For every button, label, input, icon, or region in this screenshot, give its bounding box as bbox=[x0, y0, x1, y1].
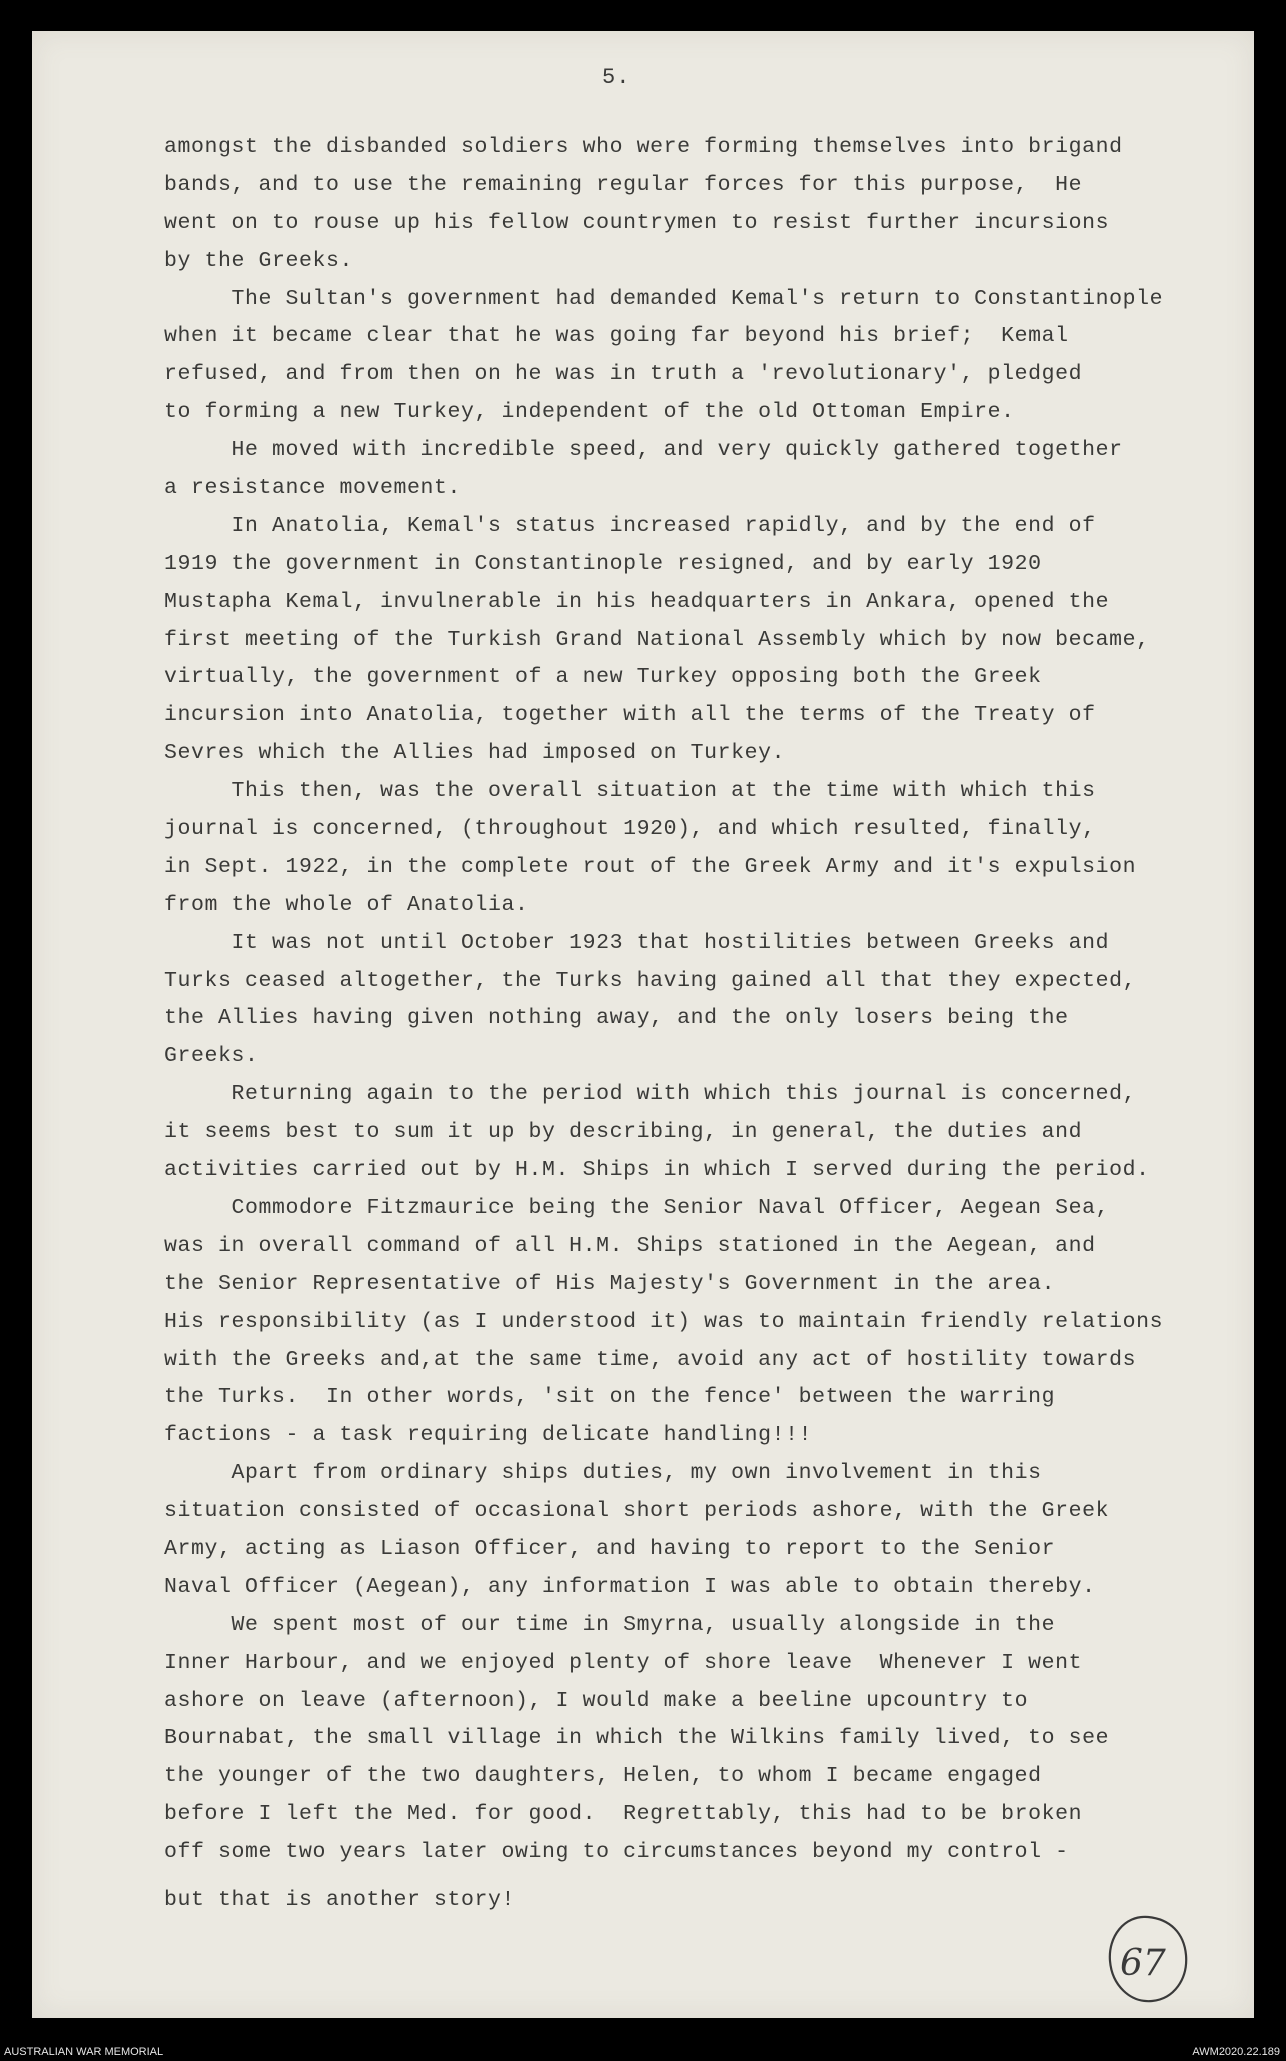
text-line: The Sultan's government had demanded Kemal's return to Constantinople bbox=[164, 286, 1164, 311]
text-line: activities carried out by H.M. Ships in which I served during the period. bbox=[164, 1158, 1150, 1183]
svg-text:67: 67 bbox=[1120, 1943, 1166, 1984]
text-line: the Turks. In other words, 'sit on the fence' between the warring bbox=[164, 1385, 1056, 1410]
page-number: 5. bbox=[602, 65, 631, 90]
handwritten-folio-number bbox=[1104, 1913, 1190, 2005]
text-line: but that is another story! bbox=[164, 1887, 516, 1912]
text-line: in Sept. 1922, in the complete rout of the Greek Army and it's expulsion bbox=[164, 854, 1137, 879]
text-line: We spent most of our time in Smyrna, usually alongside in the bbox=[164, 1612, 1056, 1637]
text-line: the Senior Representative of His Majesty's Government in the area. bbox=[164, 1271, 1056, 1296]
text-line: Inner Harbour, and we enjoyed plenty of shore leave Whenever I went bbox=[164, 1650, 1083, 1675]
footer-bar bbox=[0, 2045, 1286, 2061]
text-line: Sevres which the Allies had imposed on Turkey. bbox=[164, 741, 786, 766]
text-line: before I left the Med. for good. Regrettably, this had to be broken bbox=[164, 1802, 1083, 1827]
text-line: went on to rouse up his fellow countrymen to resist further incursions bbox=[164, 210, 1110, 235]
institution-label: AUSTRALIAN WAR MEMORIAL bbox=[4, 2046, 164, 2058]
text-line: Bournabat, the small village in which the Wilkins family lived, to see bbox=[164, 1726, 1110, 1751]
text-line: In Anatolia, Kemal's status increased rapidly, and by the end of bbox=[164, 513, 1096, 538]
text-line: Army, acting as Liason Officer, and having to report to the Senior bbox=[164, 1536, 1056, 1561]
text-line: Greeks. bbox=[164, 1044, 259, 1069]
text-line: by the Greeks. bbox=[164, 248, 354, 273]
text-line: first meeting of the Turkish Grand National Assembly which by now became, bbox=[164, 627, 1150, 652]
text-line: Naval Officer (Aegean), any information I was able to obtain thereby. bbox=[164, 1574, 1096, 1599]
text-line: the Allies having given nothing away, and the only losers being the bbox=[164, 1006, 1069, 1031]
text-line: it seems best to sum it up by describing, in general, the duties and bbox=[164, 1120, 1083, 1145]
text-line: incursion into Anatolia, together with all the terms of the Treaty of bbox=[164, 703, 1096, 728]
text-line: ashore on leave (afternoon), I would make a beeline upcountry to bbox=[164, 1688, 1029, 1713]
text-line: to forming a new Turkey, independent of the old Ottoman Empire. bbox=[164, 400, 1015, 425]
text-line: a resistance movement. bbox=[164, 476, 462, 501]
text-line: factions - a task requiring delicate handling!!! bbox=[164, 1423, 813, 1448]
text-line: journal is concerned, (throughout 1920), and which resulted, finally, bbox=[164, 817, 1096, 842]
reference-number: AWM2020.22.189 bbox=[1192, 2046, 1280, 2058]
text-line: refused, and from then on he was in truth a 'revolutionary', pledged bbox=[164, 362, 1083, 387]
text-line: virtually, the government of a new Turkey opposing both the Greek bbox=[164, 665, 1042, 690]
text-line: Apart from ordinary ships duties, my own involvement in this bbox=[164, 1461, 1042, 1486]
text-line: It was not until October 1923 that hostilities between Greeks and bbox=[164, 930, 1110, 955]
text-line: with the Greeks and,at the same time, avoid any act of hostility towards bbox=[164, 1347, 1137, 1372]
text-line: 1919 the government in Constantinople resigned, and by early 1920 bbox=[164, 551, 1042, 576]
text-line: situation consisted of occasional short periods ashore, with the Greek bbox=[164, 1499, 1110, 1524]
text-line: amongst the disbanded soldiers who were forming themselves into brigand bbox=[164, 135, 1123, 159]
text-line: when it became clear that he was going far beyond his brief; Kemal bbox=[164, 324, 1069, 349]
text-line: was in overall command of all H.M. Ships stationed in the Aegean, and bbox=[164, 1233, 1096, 1258]
text-line: off some two years later owing to circumstances beyond my control - bbox=[164, 1840, 1069, 1865]
text-line: His responsibility (as I understood it) was to maintain friendly relations bbox=[164, 1309, 1164, 1334]
text-line: He moved with incredible speed, and very quickly gathered together bbox=[164, 438, 1123, 463]
text-line: Turks ceased altogether, the Turks having gained all that they expected, bbox=[164, 968, 1137, 993]
document-page bbox=[32, 31, 1254, 2018]
text-line: from the whole of Anatolia. bbox=[164, 892, 529, 917]
text-line: This then, was the overall situation at the time with which this bbox=[164, 779, 1096, 804]
text-line: Mustapha Kemal, invulnerable in his headquarters in Ankara, opened the bbox=[164, 589, 1110, 614]
text-line: the younger of the two daughters, Helen, to whom I became engaged bbox=[164, 1764, 1042, 1789]
text-line: Commodore Fitzmaurice being the Senior Naval Officer, Aegean Sea, bbox=[164, 1195, 1110, 1220]
text-line: bands, and to use the remaining regular forces for this purpose, He bbox=[164, 172, 1083, 197]
text-line: Returning again to the period with which this journal is concerned, bbox=[164, 1082, 1137, 1107]
body-text bbox=[164, 129, 1244, 1920]
